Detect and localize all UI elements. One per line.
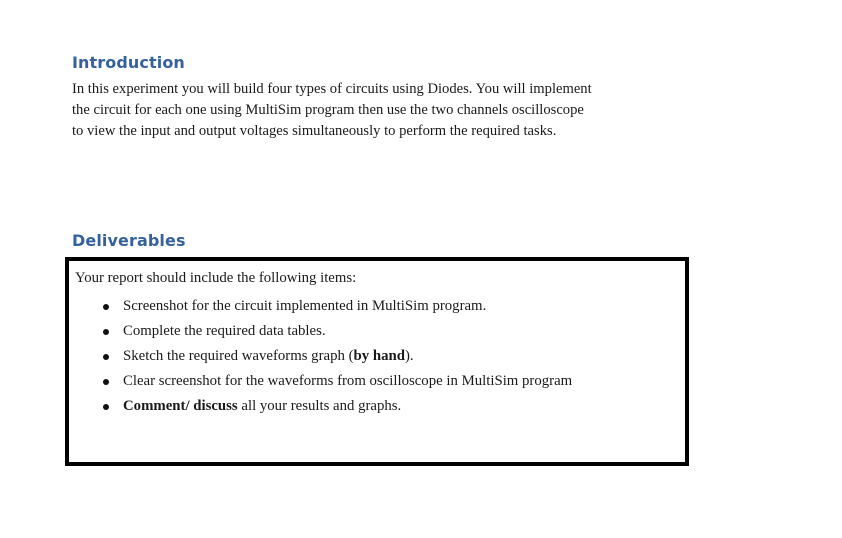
list-item-text-bold: by hand — [353, 348, 405, 364]
introduction-line: the circuit for each one using MultiSim program then use the two channels oscilloscope — [72, 102, 584, 118]
deliverables-list — [69, 294, 572, 419]
bullet-icon — [103, 404, 109, 410]
bullet-icon — [103, 379, 109, 385]
deliverables-box — [65, 257, 689, 466]
list-item — [69, 394, 572, 419]
deliverables-lead: Your report should include the following items: — [75, 270, 357, 286]
introduction-paragraph — [72, 79, 662, 142]
introduction-line: In this experiment you will build four types of circuits using Diodes. You will implement — [72, 81, 592, 97]
list-item-text-post: ). — [404, 348, 414, 364]
list-item-text-pre: Sketch the required waveforms graph ( — [123, 348, 354, 364]
list-item — [69, 319, 572, 344]
list-item-text-bold: Comment/ discuss — [123, 398, 238, 414]
list-item-text: Complete the required data tables. — [123, 323, 326, 339]
bullet-icon — [103, 329, 109, 335]
list-item-text: Screenshot for the circuit implemented in MultiSim program. — [123, 298, 487, 314]
deliverables-heading: Deliverables — [72, 231, 186, 250]
list-item-text: Clear screenshot for the waveforms from oscilloscope in MultiSim program — [123, 373, 573, 389]
list-item-text-post: all your results and graphs. — [237, 398, 402, 414]
list-item — [69, 369, 572, 394]
introduction-line: to view the input and output voltages simultaneously to perform the required tasks. — [72, 123, 557, 139]
introduction-heading: Introduction — [72, 53, 185, 72]
list-item — [69, 294, 572, 319]
list-item — [69, 344, 572, 369]
bullet-icon — [103, 304, 109, 310]
bullet-icon — [103, 354, 109, 360]
